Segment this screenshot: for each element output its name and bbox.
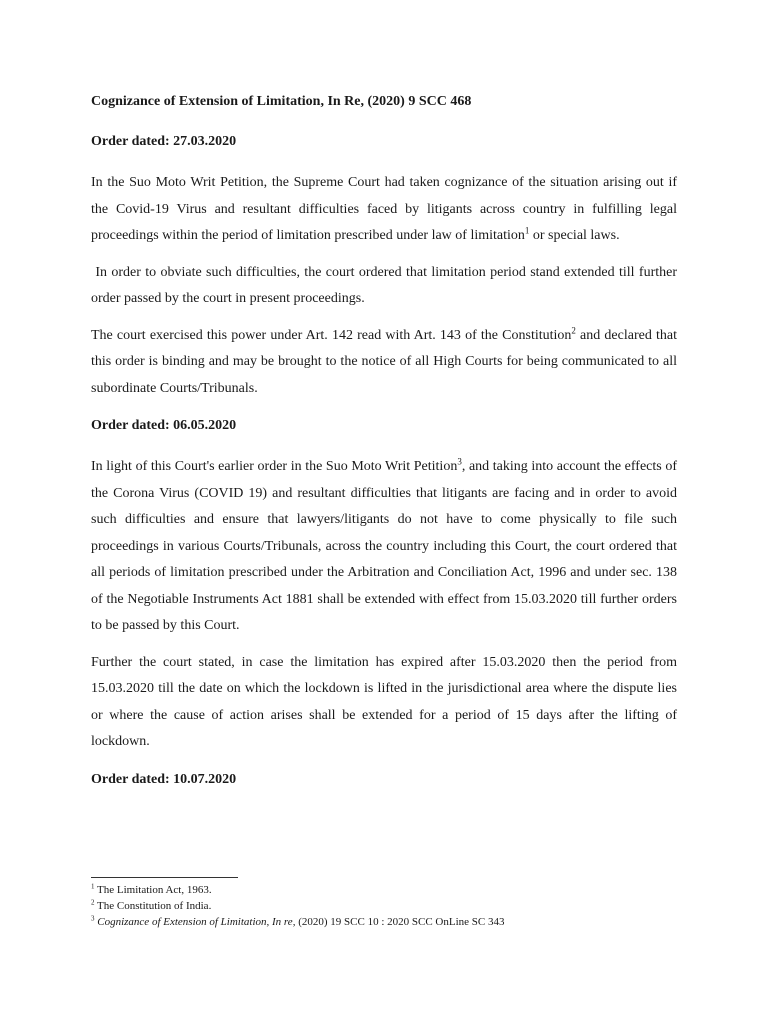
section-heading-2: Order dated: 06.05.2020 (91, 418, 237, 433)
footnote-ref-3[interactable]: 3 (457, 456, 462, 467)
paragraph-5: Further the court stated, in case the limitation has expired after 15.03.2020 then the period from 15.03.2020 till the date on which the lockdown is lifted in the jurisdictional area where the dispute lies or where the cause of action arises shall be extended for a period of 15 days after the lifting of lockdown. (91, 654, 677, 749)
paragraph-4-text-cont: , and taking into account the effects of the Corona Virus (COVID 19) and resultant difficulties that litigants are facing and in order to avoid such difficulties and ensure that lawyers/litigants do not have to come physically to file such proceedings in various Courts/Tribunals, across the country including this Court, the court ordered that all periods of limitation prescribed under the Arbitration and Conciliation Act, 1996 and under sec. 138 of the Negotiable Instruments Act 1881 shall be extended with effect from 15.03.2020 till further orders to be passed by this Court. (91, 459, 677, 633)
paragraph-1 (91, 170, 677, 250)
footnote-text: The Constitution of India. (94, 900, 212, 912)
footnote-number: 1 (91, 882, 95, 891)
document-body (91, 92, 681, 808)
paragraph-3-text: The court exercised this power under Art. 142 read with Art. 143 of the Constitution (91, 327, 572, 343)
paragraph-1-text-cont: or special laws. (529, 228, 620, 243)
section-heading-3: Order dated: 10.07.2020 (91, 771, 237, 787)
footnote-text: The Limitation Act, 1963. (94, 884, 212, 896)
paragraph-1-text: In the Suo Moto Writ Petition, the Supreme Court had taken cognizance of the situation arising out if the Covid-19 Virus and resultant difficulties faced by litigants across country in fulfilling legal proceedings within the period of limitation prescribed under law of limitation (91, 175, 677, 243)
paragraph-4 (91, 454, 677, 640)
footnote-number: 2 (91, 898, 95, 907)
paragraph-3-text-cont: and declared that this order is binding and may be brought to the notice of all High Courts for being communicated to all subordinate Courts/Tribunals. (91, 327, 677, 396)
footnote-ref-1[interactable]: 1 (524, 225, 530, 236)
section-heading-1: Order dated: 27.03.2020 (91, 134, 237, 149)
paragraph-3 (91, 323, 677, 403)
footnote-case-title: Cognizance of Extension of Limitation, In re, (94, 916, 296, 928)
footnote-divider (91, 877, 238, 878)
paragraph-4-text: In light of this Court's earlier order in the Suo Moto Writ Petition (91, 459, 458, 474)
footnote-3 (91, 914, 691, 930)
paragraph-2: In order to obviate such difficulties, the court ordered that limitation period stand extended till further order passed by the court in present proceedings. (91, 264, 681, 306)
footnote-1 (91, 882, 691, 898)
footnote-2 (91, 898, 691, 914)
footnotes (91, 882, 691, 930)
document-title: Cognizance of Extension of Limitation, In Re, (2020) 9 SCC 468 (91, 94, 472, 109)
footnote-ref-2[interactable]: 2 (571, 324, 576, 335)
footnote-text: (2020) 19 SCC 10 : 2020 SCC OnLine SC 343 (295, 916, 505, 928)
footnote-number: 3 (91, 914, 95, 923)
